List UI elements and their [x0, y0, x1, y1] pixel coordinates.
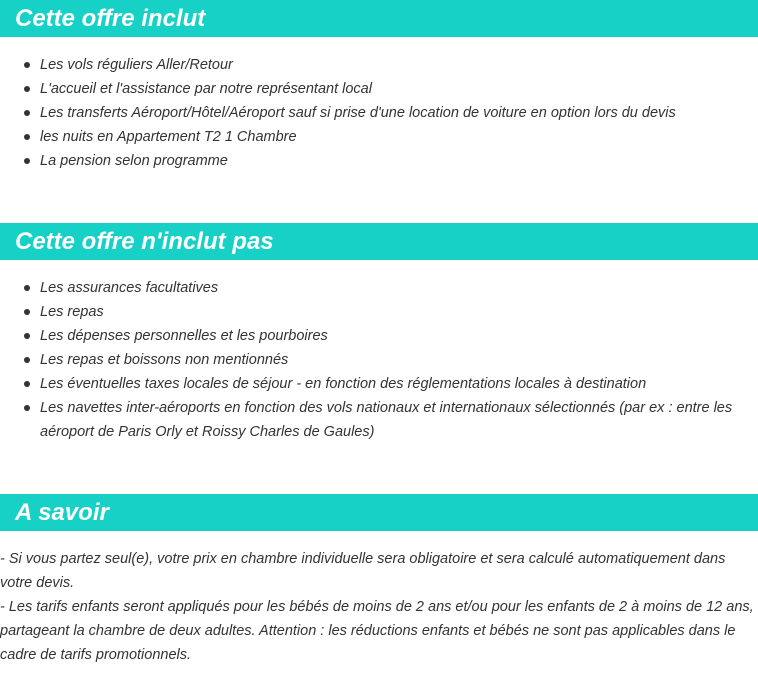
- list-item: [0, 372, 758, 396]
- list-item: [0, 101, 758, 125]
- not-included-section: [0, 223, 758, 444]
- bullet-icon: [24, 134, 30, 140]
- list-item-text: Les dépenses personnelles et les pourboires: [40, 328, 328, 344]
- list-item: [0, 324, 758, 348]
- not-included-header: [0, 223, 758, 260]
- included-title: Cette offre inclut: [15, 5, 206, 32]
- list-item-text: les nuits en Appartement T2 1 Chambre: [40, 129, 297, 145]
- list-item: [0, 348, 758, 372]
- list-item: [0, 396, 758, 444]
- not-included-list: [0, 276, 758, 444]
- list-item: [0, 149, 758, 173]
- list-item: [0, 53, 758, 77]
- list-item-text: La pension selon programme: [40, 153, 228, 169]
- included-header: [0, 0, 758, 37]
- included-list: [0, 53, 758, 173]
- list-item: [0, 77, 758, 101]
- list-item-text: Les repas et boissons non mentionnés: [40, 352, 289, 368]
- list-item-text: Les navettes inter-aéroports en fonction des vols nationaux et internationaux sélectionnés (par ex : entre les aéroport de Paris Orly et Roissy Charles de Gaules): [40, 400, 733, 440]
- not-included-title: Cette offre n'inclut pas: [15, 228, 274, 255]
- list-item-text: Les vols réguliers Aller/Retour: [40, 57, 233, 73]
- included-section: [0, 0, 758, 173]
- bullet-icon: [24, 158, 30, 164]
- list-item-text: Les repas: [40, 304, 104, 320]
- bullet-icon: [24, 405, 30, 411]
- to-know-header: [0, 494, 758, 531]
- bullet-icon: [24, 333, 30, 339]
- to-know-notes: [0, 547, 758, 667]
- bullet-icon: [24, 62, 30, 68]
- list-item-text: Les assurances facultatives: [40, 280, 219, 296]
- note-paragraph: - Si vous partez seul(e), votre prix en chambre individuelle sera obligatoire et sera calculé automatiquement dans votre devis.: [0, 551, 726, 591]
- bullet-icon: [24, 357, 30, 363]
- list-item: [0, 300, 758, 324]
- bullet-icon: [24, 86, 30, 92]
- bullet-icon: [24, 285, 30, 291]
- note-paragraph: - Les tarifs enfants seront appliqués pour les bébés de moins de 2 ans et/ou pour les enfants de 2 à moins de 12 ans, partageant la chambre de deux adultes. Attention : les réductions enfants et bébés ne sont pas applicables dans le cadre de tarifs promotionnels.: [0, 599, 754, 663]
- list-item-text: L'accueil et l'assistance par notre représentant local: [40, 81, 372, 97]
- list-item-text: Les transferts Aéroport/Hôtel/Aéroport sauf si prise d'une location de voiture en option lors du devis: [40, 105, 676, 121]
- to-know-title: A savoir: [15, 499, 109, 526]
- list-item: [0, 276, 758, 300]
- to-know-section: [0, 494, 758, 667]
- bullet-icon: [24, 309, 30, 315]
- list-item-text: Les éventuelles taxes locales de séjour - en fonction des réglementations locales à destination: [40, 376, 647, 392]
- bullet-icon: [24, 381, 30, 387]
- bullet-icon: [24, 110, 30, 116]
- list-item: [0, 125, 758, 149]
